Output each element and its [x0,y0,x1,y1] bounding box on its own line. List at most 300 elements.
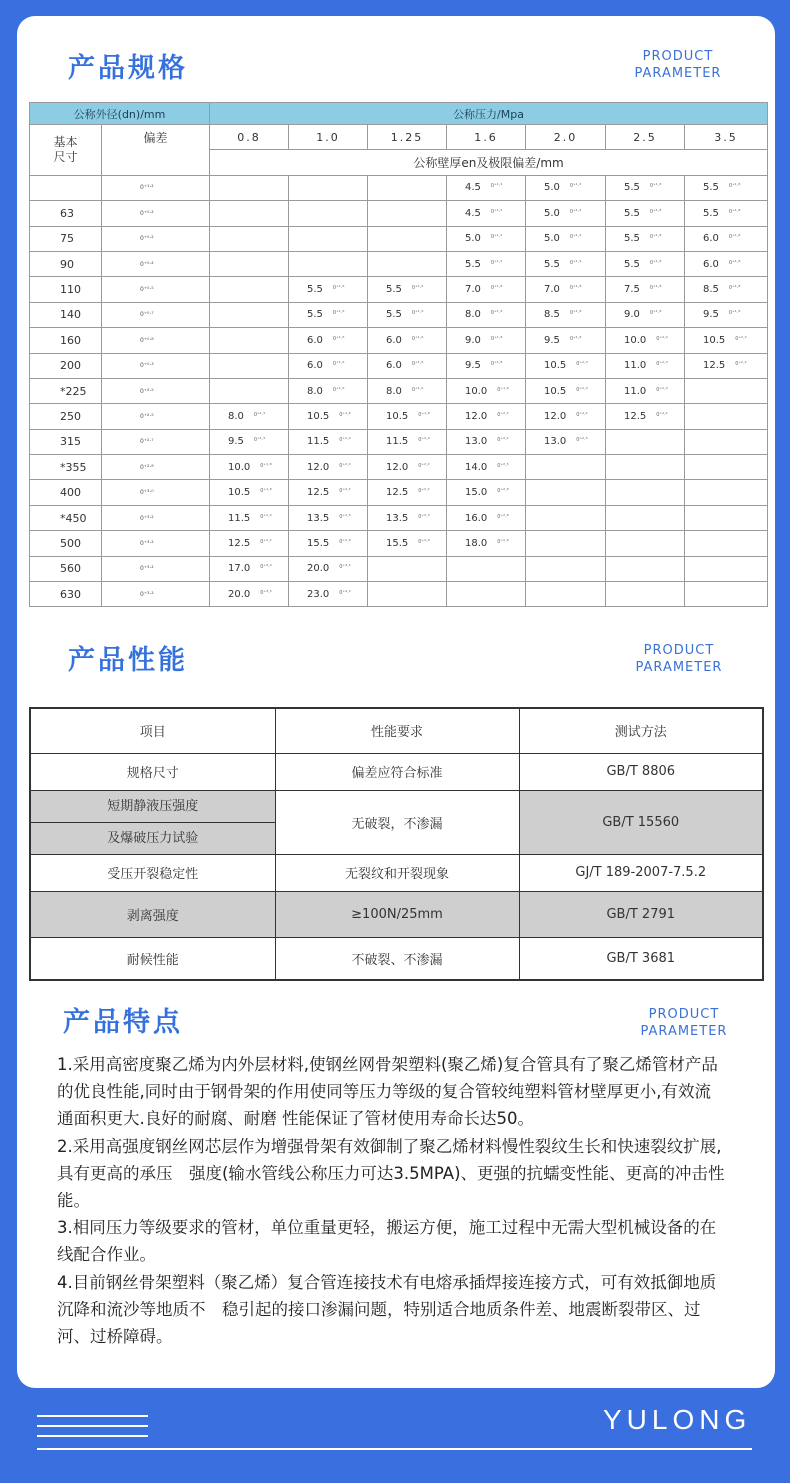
wall-thickness-value: 12.5 [228,537,251,549]
wall-thickness-deviation: 0⁺¹·⁵ [569,259,582,266]
perf-header-method: 测试方法 [519,708,763,753]
spec-wall-cell [368,353,447,378]
spec-wall-cell [368,328,447,353]
spec-deviation: 0⁺⁰·² [102,201,210,226]
spec-wall-cell [210,226,289,251]
spec-wall-cell [368,556,447,581]
wall-thickness-deviation: 0⁺¹·⁸ [649,259,662,266]
wall-thickness-deviation: 0⁺¹·⁶ [411,310,424,317]
spec-wall-cell [606,480,685,505]
spec-wall-cell [368,251,447,276]
performance-table [29,707,764,981]
wall-thickness-value: 11.5 [386,436,409,448]
wall-thickness-value: 11.5 [307,436,330,448]
content-card [17,16,775,1388]
spec-wall-cell [447,556,526,581]
wall-thickness-value: 6.0 [307,360,323,372]
wall-thickness-deviation: 0⁺³·⁵ [339,564,351,571]
spec-dn: 630 [30,582,102,607]
spec-wall-cell [210,455,289,480]
spec-wall-cell [368,175,447,200]
wall-thickness-value: 23.0 [307,588,330,600]
wall-thickness-deviation: 0⁺¹·² [569,183,582,190]
wall-thickness-value: 5.5 [624,182,640,194]
wall-thickness-deviation: 0⁺¹·⁸ [569,335,582,342]
spec-wall-cell [368,378,447,403]
wall-thickness-value: 11.5 [228,512,251,524]
feature-item: 3.相同压力等级要求的管材，单位重量更轻，搬运方便，施工过程中无需大型机械设备的在线配合作业。 [57,1218,717,1265]
wall-thickness-value: 6.0 [307,334,323,346]
feature-section-title: 产品特点 [63,1007,183,1038]
wall-thickness-value: 8.0 [228,410,244,422]
wall-thickness-deviation: 0⁺¹·² [490,234,503,241]
spec-wall-cell [447,328,526,353]
wall-thickness-deviation: 0⁺²·⁵ [576,437,588,444]
wall-thickness-value: 9.5 [703,309,719,321]
spec-wall-cell [685,378,768,403]
spec-wall-cell [447,353,526,378]
wall-thickness-deviation: 0⁺²·⁰ [656,335,668,342]
spec-wall-cell [526,480,606,505]
spec-wall-cell [447,582,526,607]
spec-deviation: 0⁺⁰·⁸ [102,328,210,353]
spec-dn [30,175,102,200]
spec-dn: *450 [30,505,102,530]
spec-wall-cell [447,226,526,251]
spec-deviation: 0⁺³·² [102,531,210,556]
wall-thickness-value: 6.0 [703,258,719,270]
wall-thickness-deviation: 0⁺¹·⁸ [260,488,272,495]
wall-thickness-value: 12.0 [465,410,488,422]
header-deviation: 偏差 [102,125,210,176]
wall-thickness-deviation: 0⁺¹·⁸ [569,285,582,292]
spec-row [30,378,768,403]
wall-thickness-deviation: 0⁺²·⁰ [339,437,351,444]
wall-thickness-deviation: 0⁺¹·⁶ [332,361,345,368]
perf-item: 短期静液压强度 [31,791,275,822]
perf-requirement: 无破裂，不渗漏 [275,790,519,854]
wall-thickness-deviation: 0⁺¹·² [490,183,503,190]
wall-thickness-deviation: 0⁺¹·⁵ [490,259,503,266]
spec-row [30,480,768,505]
spec-table [29,102,768,607]
feature-list [57,1051,727,1350]
perf-method: GJ/T 189-2007-7.5.2 [519,854,763,891]
spec-row [30,404,768,429]
spec-wall-cell [606,582,685,607]
spec-dn: 560 [30,556,102,581]
pressure-2-0: 2.0 [526,125,606,150]
spec-wall-cell [685,277,768,302]
spec-deviation: 0⁺³·² [102,582,210,607]
wall-thickness-value: 10.5 [544,360,567,372]
spec-wall-cell [447,404,526,429]
spec-dn: 110 [30,277,102,302]
spec-wall-cell [289,201,368,226]
wall-thickness-deviation: 0⁺³·⁵ [260,589,272,596]
spec-dn: 400 [30,480,102,505]
spec-wall-cell [685,556,768,581]
spec-deviation: 0⁺⁰·² [102,226,210,251]
perf-item: 受压开裂稳定性 [30,854,275,891]
spec-row [30,505,768,530]
wall-thickness-value: 13.0 [544,436,567,448]
spec-deviation: 0⁺³·² [102,556,210,581]
wall-thickness-deviation: 0⁺¹·⁸ [497,386,509,393]
spec-deviation: 0⁺²·⁸ [102,455,210,480]
spec-wall-cell [289,505,368,530]
wall-thickness-deviation: 0⁺¹·⁶ [332,335,345,342]
spec-wall-cell [289,175,368,200]
spec-dn: 200 [30,353,102,378]
pressure-3-5: 3.5 [685,125,768,150]
spec-wall-cell [210,505,289,530]
feature-section-en [634,1006,734,1040]
spec-wall-cell [606,277,685,302]
wall-thickness-value: 14.0 [465,461,488,473]
wall-thickness-deviation: 0⁺⁴·⁰ [339,589,351,596]
pressure-0-8: 0.8 [210,125,289,150]
spec-wall-cell [685,201,768,226]
spec-wall-cell [606,328,685,353]
wall-thickness-deviation: 0⁺¹·⁶ [411,285,424,292]
wall-thickness-value: 17.0 [228,563,251,575]
footer-bar [37,1435,148,1437]
spec-wall-cell [210,277,289,302]
spec-wall-cell [447,505,526,530]
wall-thickness-value: 5.5 [624,233,640,245]
header-pressure: 公称压力/Mpa [210,103,768,125]
en-line2: PARAMETER [635,660,723,675]
feature-item: 2.采用高强度钢丝网芯层作为增强骨架有效御制了聚乙烯材料慢性裂纹生长和快速裂纹扩展,具有更高的承压 强度(输水管线公称压力可达3.5MPA)、更强的抗蠕变性能、更高的冲击性能。 [57,1136,725,1211]
wall-thickness-value: 6.0 [386,334,402,346]
spec-dn: 250 [30,404,102,429]
spec-wall-cell [526,582,606,607]
wall-thickness-deviation: 0⁺³·⁰ [260,564,272,571]
header-base-size-line1: 基本 [53,134,78,149]
spec-wall-cell [606,302,685,327]
spec-wall-cell [210,480,289,505]
wall-thickness-deviation: 0⁺²·² [497,437,509,444]
wall-thickness-value: 12.5 [307,487,330,499]
wall-thickness-value: 5.5 [544,258,560,270]
wall-thickness-deviation: 0⁺¹·⁸ [649,285,662,292]
wall-thickness-deviation: 0⁺²·² [735,361,747,368]
spec-wall-cell [606,556,685,581]
spec-wall-cell [685,251,768,276]
wall-thickness-value: 12.5 [624,410,647,422]
perf-requirement: 偏差应符合标准 [275,753,519,790]
spec-wall-cell [526,251,606,276]
wall-thickness-value: 5.5 [703,207,719,219]
spec-dn: 500 [30,531,102,556]
wall-thickness-deviation: 0⁺¹·² [490,208,503,215]
wall-thickness-deviation: 0⁺²·⁸ [418,538,430,545]
spec-wall-cell [210,531,289,556]
wall-thickness-value: 9.5 [465,360,481,372]
spec-wall-cell [368,582,447,607]
perf-method: GB/T 8806 [519,753,763,790]
spec-wall-cell [210,353,289,378]
wall-thickness-value: 10.0 [228,461,251,473]
spec-wall-cell [685,353,768,378]
wall-thickness-value: 5.0 [544,182,560,194]
wall-thickness-deviation: 0⁺¹·⁸ [339,411,351,418]
wall-thickness-deviation: 0⁺¹·⁸ [490,335,503,342]
spec-row [30,429,768,454]
spec-wall-cell [606,531,685,556]
wall-thickness-deviation: 0⁺¹·² [569,234,582,241]
perf-section-title: 产品性能 [68,645,188,676]
wall-thickness-value: 8.0 [307,385,323,397]
spec-wall-cell [210,378,289,403]
perf-method: GB/T 2791 [519,891,763,937]
en-line2: PARAMETER [634,66,722,81]
spec-wall-cell [210,328,289,353]
wall-thickness-deviation: 0⁺¹·⁶ [411,386,424,393]
spec-wall-cell [526,353,606,378]
spec-deviation: 0⁺²·⁵ [102,378,210,403]
wall-thickness-value: 5.5 [703,182,719,194]
footer-line [37,1448,752,1450]
spec-deviation: 0⁺⁰·⁵ [102,277,210,302]
wall-thickness-deviation: 0⁺²·⁸ [497,538,509,545]
wall-thickness-value: 8.5 [703,284,719,296]
wall-thickness-value: 12.0 [386,461,409,473]
wall-thickness-value: 13.0 [465,436,488,448]
spec-wall-cell [526,175,606,200]
wall-thickness-deviation: 0⁺²·⁵ [497,462,509,469]
spec-wall-cell [289,328,368,353]
spec-wall-cell [368,277,447,302]
spec-row [30,277,768,302]
wall-thickness-value: 7.0 [465,284,481,296]
spec-wall-cell [447,429,526,454]
spec-wall-cell [606,175,685,200]
spec-row [30,328,768,353]
spec-wall-cell [606,505,685,530]
wall-thickness-value: 9.5 [544,334,560,346]
spec-wall-cell [526,277,606,302]
spec-wall-cell [210,404,289,429]
wall-thickness-value: 6.0 [703,233,719,245]
wall-thickness-deviation: 0⁺²·² [418,488,430,495]
spec-wall-cell [210,201,289,226]
wall-thickness-value: 15.5 [386,537,409,549]
perf-requirement: 不破裂、不渗漏 [275,937,519,980]
spec-wall-cell [210,251,289,276]
spec-wall-cell [368,531,447,556]
spec-wall-cell [685,582,768,607]
wall-thickness-value: 5.5 [307,284,323,296]
spec-wall-cell [685,226,768,251]
spec-wall-cell [289,582,368,607]
pressure-1-6: 1.6 [447,125,526,150]
wall-thickness-value: 10.5 [228,487,251,499]
perf-item: 剥离强度 [30,891,275,937]
wall-thickness-value: 10.5 [386,410,409,422]
spec-wall-cell [685,505,768,530]
wall-thickness-deviation: 0⁺²·⁰ [260,513,272,520]
spec-deviation: 0⁺²·⁷ [102,429,210,454]
perf-requirement: 无裂纹和开裂现象 [275,854,519,891]
wall-thickness-deviation: 0⁺²·⁰ [576,386,588,393]
spec-wall-cell [447,531,526,556]
wall-thickness-value: 10.5 [703,334,726,346]
spec-dn: 75 [30,226,102,251]
spec-deviation: 0⁺¹·² [102,175,210,200]
spec-wall-cell [289,226,368,251]
wall-thickness-deviation: 0⁺²·⁰ [735,335,747,342]
wall-thickness-deviation: 0⁺¹·⁸ [418,411,430,418]
spec-wall-cell [447,455,526,480]
wall-thickness-deviation: 0⁺¹·⁸ [728,285,741,292]
wall-thickness-value: 4.5 [465,207,481,219]
perf-header-item: 项目 [30,708,275,753]
wall-thickness-deviation: 0⁺²·² [339,488,351,495]
spec-wall-cell [606,404,685,429]
wall-thickness-deviation: 0⁺²·⁵ [339,513,351,520]
spec-row [30,582,768,607]
spec-deviation: 0⁺³·⁰ [102,480,210,505]
wall-thickness-deviation: 0⁺¹·⁸ [728,183,741,190]
wall-thickness-value: 20.0 [228,588,251,600]
wall-thickness-value: 5.0 [544,207,560,219]
header-base-size [30,125,102,176]
spec-wall-cell [368,480,447,505]
wall-thickness-deviation: 0⁺²·² [576,411,588,418]
wall-thickness-value: 5.5 [465,258,481,270]
footer-bar [37,1425,148,1427]
wall-thickness-value: 12.0 [307,461,330,473]
wall-thickness-deviation: 0⁺¹·⁵ [253,411,266,418]
wall-thickness-value: 7.0 [544,284,560,296]
spec-row [30,251,768,276]
wall-thickness-value: 9.0 [624,309,640,321]
header-wall-thickness: 公称壁厚en及极限偏差/mm [210,150,768,175]
wall-thickness-deviation: 0⁺¹·⁸ [649,234,662,241]
wall-thickness-value: 8.0 [465,309,481,321]
en-line1: PRODUCT [642,49,714,64]
wall-thickness-deviation: 0⁺¹·⁵ [253,437,266,444]
wall-thickness-value: 10.5 [544,385,567,397]
spec-wall-cell [368,505,447,530]
pressure-2-5: 2.5 [606,125,685,150]
spec-row [30,556,768,581]
spec-dn: *355 [30,455,102,480]
spec-dn: 315 [30,429,102,454]
wall-thickness-value: 9.0 [465,334,481,346]
footer-bar [37,1415,148,1417]
perf-header-requirement: 性能要求 [275,708,519,753]
wall-thickness-deviation: 0⁺²·⁰ [656,361,668,368]
wall-thickness-value: 12.5 [386,487,409,499]
footer-brand: YULONG [603,1404,752,1435]
wall-thickness-value: 11.0 [624,360,647,372]
wall-thickness-deviation: 0⁺¹·⁸ [728,208,741,215]
wall-thickness-value: 10.0 [624,334,647,346]
wall-thickness-deviation: 0⁺²·⁰ [656,386,668,393]
wall-thickness-value: 5.5 [307,309,323,321]
spec-wall-cell [526,201,606,226]
perf-method: GB/T 3681 [519,937,763,980]
wall-thickness-value: 13.5 [307,512,330,524]
spec-wall-cell [210,429,289,454]
spec-wall-cell [210,302,289,327]
spec-wall-cell [447,175,526,200]
feature-item: 4.目前钢丝骨架塑料（聚乙烯）复合管连接技术有电熔承插焊接连接方式，可有效抵御地质沉降和流沙等地质不 稳引起的接口渗漏问题，特别适合地质条件差、地震断裂带区、过河、过桥障碍。 [57,1272,717,1347]
spec-wall-cell [526,378,606,403]
spec-row [30,226,768,251]
spec-wall-cell [210,556,289,581]
header-base-size-line2: 尺寸 [53,149,78,164]
spec-wall-cell [606,429,685,454]
spec-deviation: 0⁺²·⁵ [102,404,210,429]
wall-thickness-deviation: 0⁺¹·⁸ [728,259,741,266]
wall-thickness-deviation: 0⁺¹·⁸ [649,310,662,317]
spec-wall-cell [289,378,368,403]
wall-thickness-deviation: 0⁺²·² [656,411,668,418]
wall-thickness-value: 5.0 [465,233,481,245]
spec-wall-cell [289,556,368,581]
wall-thickness-deviation: 0⁺²·² [497,411,509,418]
wall-thickness-deviation: 0⁺¹·⁸ [569,310,582,317]
spec-dn: 140 [30,302,102,327]
wall-thickness-value: 5.5 [624,207,640,219]
wall-thickness-value: 5.5 [386,284,402,296]
spec-wall-cell [210,582,289,607]
spec-wall-cell [447,201,526,226]
spec-deviation: 0⁺⁰·³ [102,353,210,378]
wall-thickness-deviation: 0⁺²·² [260,538,272,545]
wall-thickness-value: 9.5 [228,436,244,448]
spec-wall-cell [685,328,768,353]
spec-row [30,531,768,556]
wall-thickness-value: 10.0 [465,385,488,397]
wall-thickness-value: 11.0 [624,385,647,397]
wall-thickness-deviation: 0⁺²·² [418,462,430,469]
wall-thickness-value: 8.0 [386,385,402,397]
en-line1: PRODUCT [648,1007,720,1022]
spec-wall-cell [368,455,447,480]
spec-wall-cell [685,455,768,480]
wall-thickness-value: 8.5 [544,309,560,321]
wall-thickness-deviation: 0⁺¹·⁸ [649,208,662,215]
spec-wall-cell [526,302,606,327]
wall-thickness-value: 4.5 [465,182,481,194]
spec-deviation: 0⁺⁰·⁷ [102,302,210,327]
spec-wall-cell [526,556,606,581]
spec-dn: 90 [30,251,102,276]
wall-thickness-value: 10.5 [307,410,330,422]
wall-thickness-deviation: 0⁺¹·⁸ [649,183,662,190]
spec-wall-cell [210,175,289,200]
spec-wall-cell [289,531,368,556]
wall-thickness-deviation: 0⁺¹·⁸ [490,361,503,368]
spec-wall-cell [289,429,368,454]
wall-thickness-deviation: 0⁺²·⁸ [497,488,509,495]
perf-item: 耐候性能 [30,937,275,980]
spec-wall-cell [447,251,526,276]
spec-wall-cell [447,277,526,302]
spec-wall-cell [606,378,685,403]
wall-thickness-deviation: 0⁺¹·⁶ [332,386,345,393]
spec-row [30,455,768,480]
wall-thickness-deviation: 0⁺²·⁰ [418,437,430,444]
spec-wall-cell [606,226,685,251]
wall-thickness-deviation: 0⁺¹·⁸ [728,310,741,317]
spec-wall-cell [368,302,447,327]
